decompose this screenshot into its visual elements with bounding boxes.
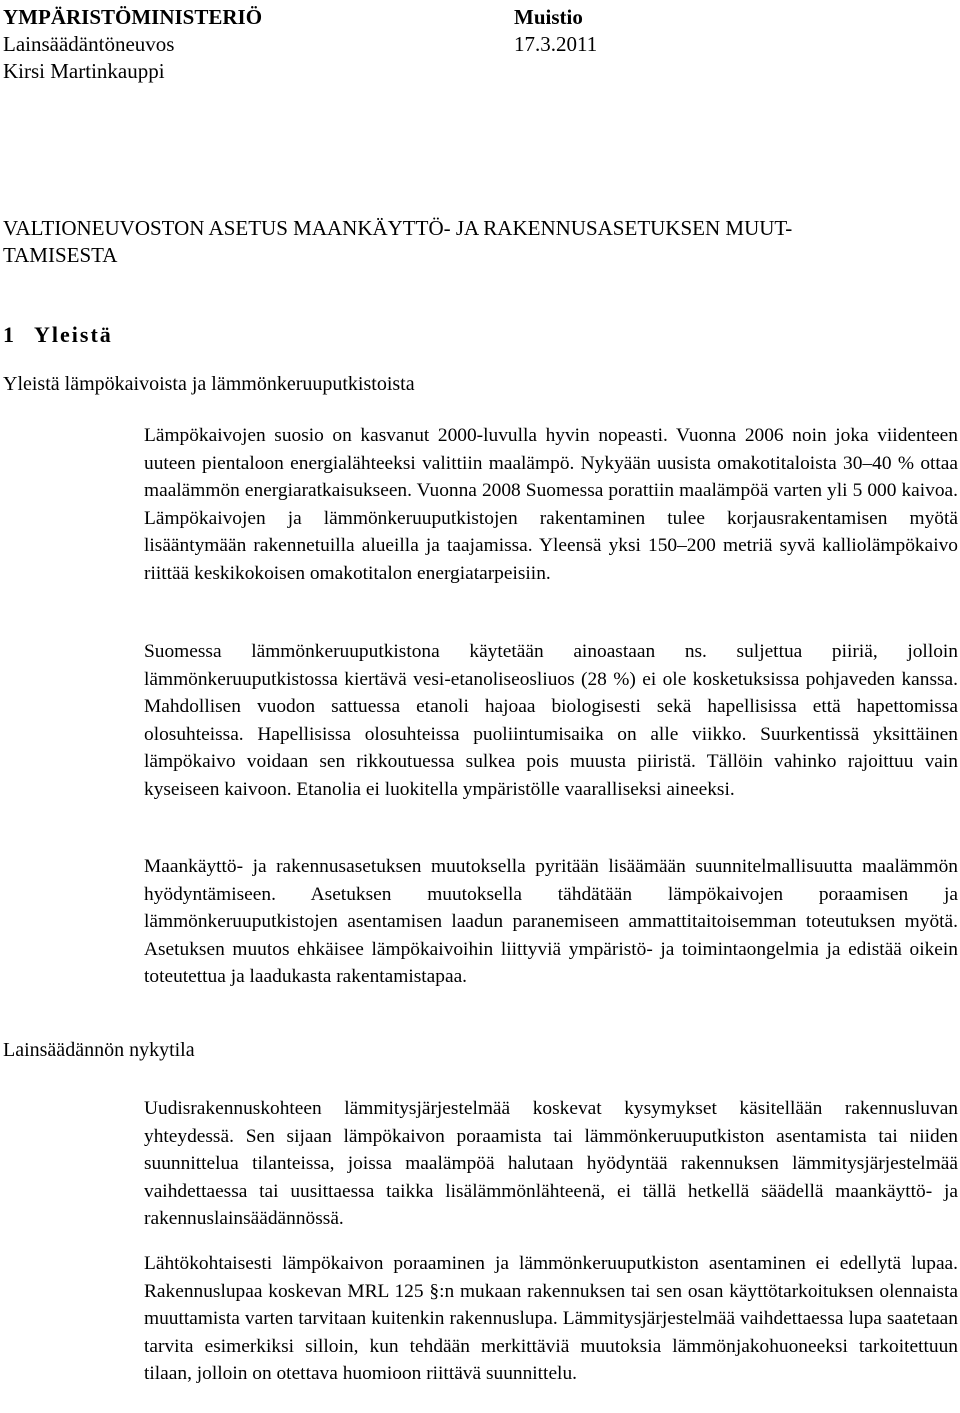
paragraph-5: Lähtökohtaisesti lämpökaivon poraaminen ja lämmönkeruuputkiston asentaminen ei edellytä lupaa. Rakennuslupaa koskevan MRL 125 §:n mukaan rakennuksen tai sen osan käyttötarkoituksen olennaista muuttamista varten tarvitaan kuitenkin rakennuslupa. Lämmitysjärjestelmää vaihdettaessa lupa saatetaan tarvita esimerkiksi silloin, kun tehdään merkittäviä muutoksia lämmönjakohuoneeksi tarkoitettuun tilaan, jolloin on otettava huomioon riittävä suunnittelu.: [144, 1253, 958, 1385]
section-heading: [3, 322, 113, 348]
author-title: Lainsäädäntöneuvos: [3, 32, 175, 56]
ministry-name: YMPÄRISTÖMINISTERIÖ: [3, 5, 263, 29]
section-number: 1: [3, 322, 16, 347]
side-label-current-legislation: Lainsäädännön nykytila: [3, 1039, 195, 1061]
document-date: 17.3.2011: [514, 32, 598, 56]
section-title: Yleistä: [34, 322, 113, 347]
paragraph-1: Lämpökaivojen suosio on kasvanut 2000-luvulla hyvin nopeasti. Vuonna 2006 noin joka viidenteen uuteen pientaloon energialähteeksi valittiin maalämpö. Nykyään uusista omakotitaloista 30–40 % ottaa maalämmön energiaratkaisukseen. Vuonna 2008 Suomessa porattiin maalämpöä varten yli 5 000 kaivoa. Lämpökaivojen ja lämmönkeruuputkistojen rakentaminen tulee korjausrakentamisen myötä lisääntymään rakennetuilla alueilla ja taajamissa. Yleensä yksi 150–200 metriä syvä kalliolämpökaivo riittää keskikokoisen omakotitalon energiatarpeisiin.: [144, 425, 958, 584]
subsection-heading: Yleistä lämpökaivoista ja lämmönkeruuputkistoista: [3, 373, 415, 395]
paragraph-3: Maankäyttö- ja rakennusasetuksen muutoksella pyritään lisäämään suunnitelmallisuutta maalämmön hyödyntämiseen. Asetuksen muutoksella tähdätään lämpökaivojen poraamisen ja lämmönkeruuputkistojen asentamisen laadun paranemiseen ammattitaitoisemman toteutuksen myötä. Asetuksen muutos ehkäisee lämpökaivoihin liittyviä ympäristö- ja toimintaongelmia ja edistää oikein toteutettua ja laadukasta rakentamistapaa.: [144, 856, 958, 988]
document-title-line-2: TAMISESTA: [3, 243, 118, 267]
paragraph-2: Suomessa lämmönkeruuputkistona käytetään ainoastaan ns. suljettua piiriä, jolloin lämmönkeruuputkistossa kiertävä vesi-etanoliseosliuos (28 %) ei ole kosketuksissa pohjaveden kanssa. Mahdollisen vuodon sattuessa etanoli hajoaa biologisesti sekä hapellisissa että hapettomissa olosuhteissa. Hapellisissa olosuhteissa puoliintumisaika on alle viikko. Suurkentissä yksittäinen lämpökaivo voidaan sen rikkoutuessa sulkea pois muusta piiristä. Tällöin vahinko rajoittuu vain kyseiseen kaivoon. Etanolia ei luokitella ympäristölle vaaralliseksi aineeksi.: [144, 641, 958, 800]
document-title-line-1: VALTIONEUVOSTON ASETUS MAANKÄYTTÖ- JA RAKENNUSASETUKSEN MUUT-: [3, 216, 793, 240]
document-type: Muistio: [514, 5, 583, 29]
paragraph-4: Uudisrakennuskohteen lämmitysjärjestelmää koskevat kysymykset käsitellään rakennusluvan yhteydessä. Sen sijaan lämpökaivon poraamista tai lämmönkeruuputkiston asentamista tai niiden suunnittelua tilanteissa, joissa maalämpöä halutaan hyödyntää rakennuksen lämmitysjärjestelmää vaihdettaessa tai uusittaessa taikka lisälämmönlähteenä, ei tällä hetkellä säädellä maankäyttö- ja rakennuslainsäädännössä.: [144, 1098, 958, 1230]
author-name: Kirsi Martinkauppi: [3, 59, 165, 83]
